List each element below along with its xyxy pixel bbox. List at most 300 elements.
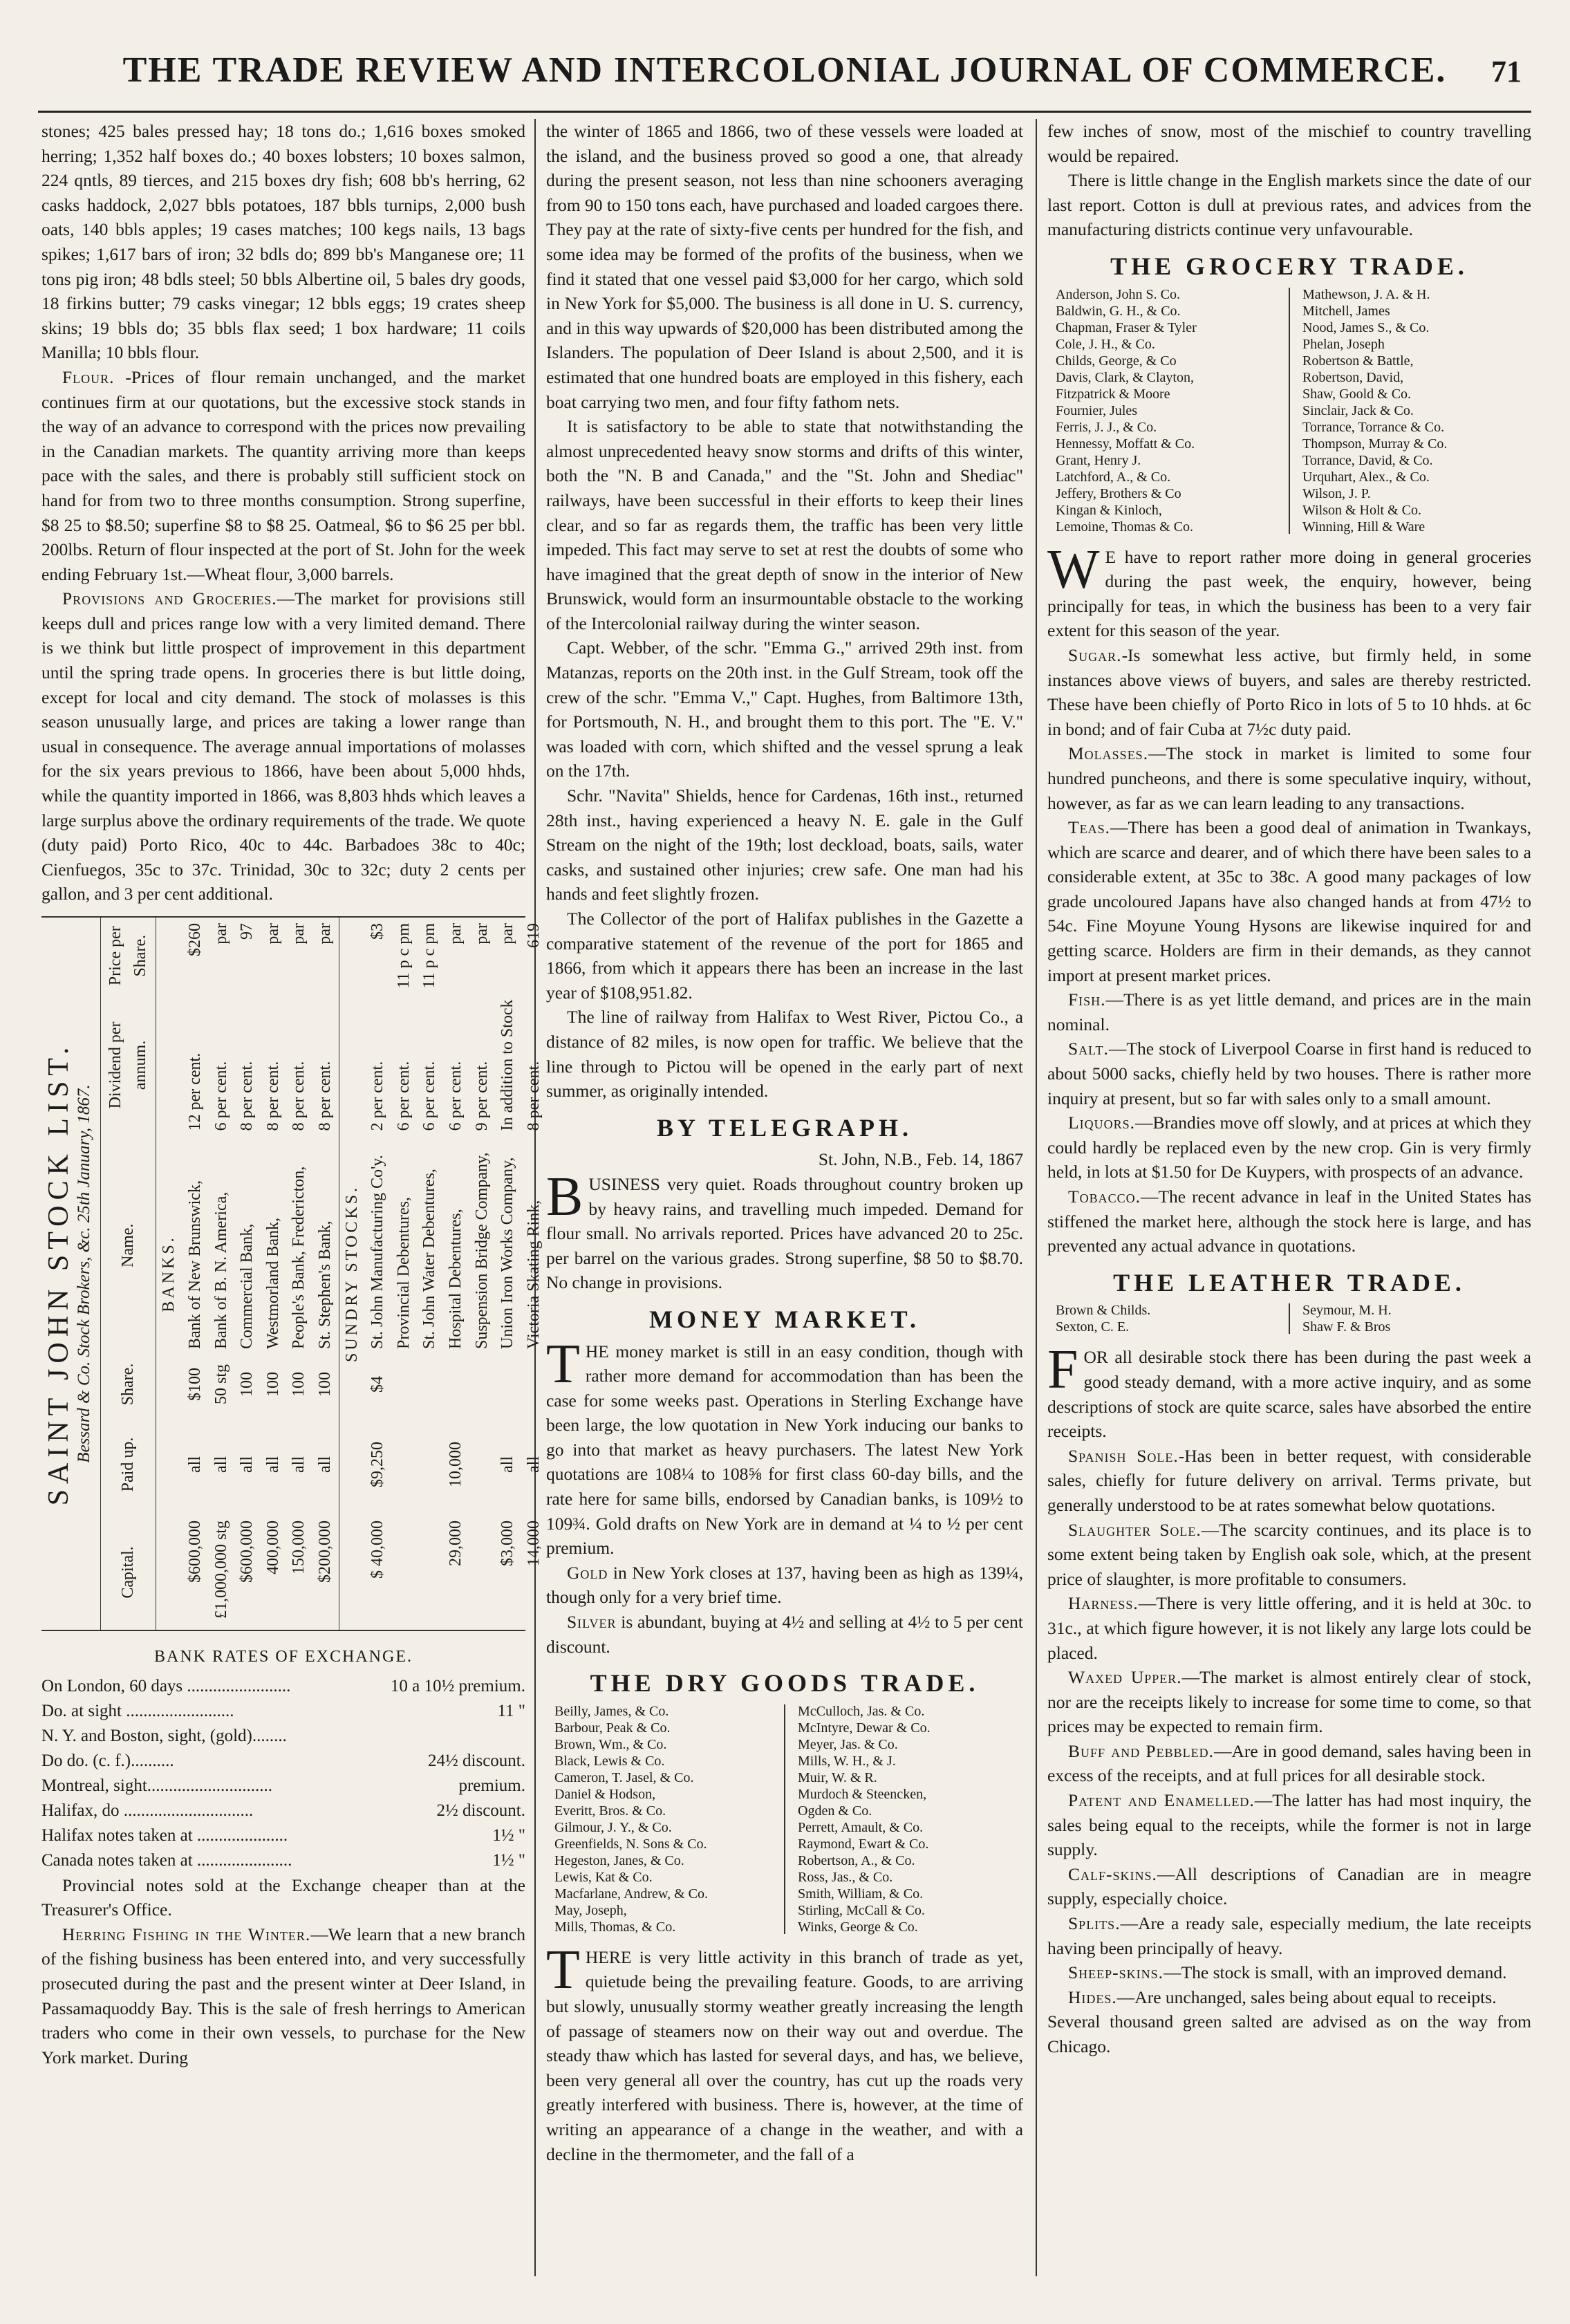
- stock-cell: par: [498, 923, 517, 945]
- firm-list-left: [1047, 286, 1284, 535]
- firm-name: Torrance, Torrance & Co.: [1302, 419, 1445, 435]
- exchange-value: 1½ ": [492, 1825, 525, 1845]
- stock-cell: [391, 1515, 418, 1630]
- firm-name: Shaw, Goold & Co.: [1302, 386, 1412, 402]
- stock-list-box: [41, 916, 543, 1631]
- firm-name: Sinclair, Jack & Co.: [1302, 402, 1414, 418]
- stock-cell: par: [446, 923, 465, 945]
- exchange-row: [41, 1749, 525, 1774]
- stock-cell: St. Stephen's Bank,: [315, 1220, 334, 1349]
- firm-name: Brown & Childs.: [1056, 1303, 1151, 1319]
- drop-cap: F: [1047, 1339, 1078, 1401]
- salt-text: —The stock of Liverpool Coarse in first hand is reduced to about 5000 sacks, chiefly held by two houses. There is rather more inquiry at present, but so far with sales only to a small amount.: [1047, 1039, 1531, 1108]
- telegraph-dateline: St. John, N.B., Feb. 14, 1867: [818, 1149, 1023, 1170]
- leather-text: OR all desirable stock there has been during the past week a good steady demand, with a more active inquiry, and as some descriptions of stock are quite scarce, sales have absorbed the entire receipts.: [1047, 1347, 1531, 1442]
- stock-cell: Bank of New Brunswick,: [185, 1180, 204, 1349]
- firm-name: Hennessy, Moffatt & Co.: [1056, 436, 1195, 452]
- firm-name: Seymour, M. H.: [1302, 1303, 1392, 1319]
- leather-heading: THE LEATHER TRADE.: [1113, 1268, 1466, 1296]
- money-paragraph: [546, 1333, 1023, 1561]
- column-rule: [1036, 119, 1037, 2276]
- stock-list-rotated: [41, 918, 543, 1630]
- stock-cell: $3,000: [498, 1521, 517, 1566]
- stock-cell: 29,000: [446, 1521, 465, 1566]
- firm-name: Ross, Jas., & Co.: [798, 1869, 893, 1885]
- buff-title: Buff and Pebbled.: [1068, 1740, 1214, 1761]
- firm-name: Baldwin, G. H., & Co.: [1056, 303, 1181, 319]
- patent-title: Patent and Enamelled.: [1068, 1790, 1255, 1811]
- stock-cell: 619: [524, 923, 543, 948]
- exchange-value: premium.: [458, 1776, 525, 1795]
- harness-paragraph: [1047, 1591, 1531, 1665]
- stock-cell: par: [315, 923, 334, 945]
- drop-cap: T: [546, 1333, 580, 1395]
- stock-cell: 100: [238, 1372, 256, 1397]
- table-row: [469, 918, 496, 1630]
- firm-name: Fournier, Jules: [1056, 402, 1138, 418]
- column-1: [41, 119, 543, 2070]
- firm-name: Barbour, Peak & Co.: [554, 1720, 671, 1736]
- gold-paragraph: [546, 1561, 1023, 1610]
- stock-cell: 100: [315, 1372, 334, 1397]
- stock-cell: all: [524, 1456, 543, 1473]
- stock-cell: $600,000: [238, 1521, 256, 1583]
- provisions-title: Provisions and Groceries.: [62, 588, 277, 609]
- firm-name: Mills, Thomas, & Co.: [554, 1919, 676, 1935]
- header-paid: Paid up.: [101, 1414, 156, 1515]
- exchange-label: Canada notes taken at ......................: [41, 1850, 292, 1870]
- firm-name: Childs, George, & Co: [1056, 353, 1177, 369]
- dry-goods-text: HERE is very little activity in this branch of trade as yet, quietude being the prevailing feature. Goods, to are arriving but slowly, unusually stormy weather greatly increasing the length of passage of steamers now on their way out and overdue. The steady thaw which has lasted for several days, and has, we believe, been very general all over the country, has cut up the roads very greatly interfered with business. There is, however, at the time of writing an appearance of a change in the weather, and with a decline in the thermometer, and the fall of a: [546, 1946, 1023, 2164]
- firm-name: Daniel & Hodson,: [554, 1786, 656, 1802]
- stock-cell: 150,000: [290, 1521, 308, 1574]
- firm-name: Mitchell, James: [1302, 303, 1390, 319]
- firm-name: Stirling, McCall & Co.: [798, 1902, 925, 1918]
- exchange-value: 10 a 10½ premium.: [390, 1676, 525, 1695]
- stock-cell: 11 p c pm: [394, 923, 413, 989]
- drop-cap: B: [546, 1166, 583, 1227]
- exchange-label: Halifax notes taken at .....................: [41, 1825, 288, 1845]
- stock-cell: [469, 1414, 496, 1515]
- firm-list-left: [1047, 1302, 1284, 1335]
- calf-text: —All descriptions of Canadian are in meagre supply, especially choice.: [1047, 1863, 1531, 1909]
- stock-cell: 8 per cent.: [238, 1061, 256, 1131]
- stock-cell: Hospital Debentures,: [446, 1209, 465, 1349]
- sugar-paragraph: [1047, 643, 1531, 741]
- dry-goods-firms: [546, 1703, 1023, 1935]
- stock-cell: Union Iron Works Company,: [498, 1157, 517, 1349]
- molasses-title: Molasses.: [1068, 743, 1149, 764]
- silver-text: is abundant, buying at 4½ and selling at 4½ to 5 per cent discount.: [546, 1612, 1023, 1657]
- stock-cell: $4: [368, 1376, 387, 1393]
- liquors-title: Liquors.: [1068, 1113, 1135, 1133]
- stock-cell: $100: [185, 1368, 204, 1401]
- stock-cell: [391, 1355, 418, 1414]
- slaughter-text: —The scarcity continues, and its place is to some extent being taken by English oak sole, which, at the present price of slaughter, is more profitable to consumers.: [1047, 1519, 1531, 1589]
- salt-title: Salt.: [1068, 1039, 1109, 1059]
- table-row: [417, 918, 443, 1630]
- article-text: Schr. "Navita" Shields, hence for Cardenas, 16th inst., returned 28th inst., having experienced a heavy N. E. gale in the Gulf Stream on the night of the 19th; lost deckload, boats, sails, water casks, and sustained other injuries; crew safe. One man had his hands and feet slightly frozen.: [546, 785, 1023, 904]
- stock-cell: [417, 1414, 443, 1515]
- liquors-text: —Brandies move off slowly, and at prices at which they could hardly be replaced even by the new crop. Gin is very firmly held, in lots at $1.50 for De Kuypers, with prospects of an advance.: [1047, 1113, 1531, 1182]
- stock-cell: Bank of B. N. America,: [212, 1191, 230, 1349]
- stock-list-subtitle: Bessard & Co. Stock Brokers, &c. 25th January, 1867.: [74, 1084, 93, 1463]
- stock-cell: In addition to Stock: [498, 999, 517, 1131]
- stock-cell: [391, 1414, 418, 1515]
- hides-paragraph: [1047, 1985, 1531, 2010]
- table-row: [209, 918, 235, 1630]
- firm-name: Raymond, Ewart & Co.: [798, 1836, 929, 1852]
- stock-cell: 6 per cent.: [420, 1061, 439, 1131]
- stock-list-title: SAINT JOHN STOCK LIST.: [43, 1041, 75, 1506]
- grocery-paragraph: [1047, 539, 1531, 643]
- header-name: Name.: [101, 1136, 156, 1355]
- firm-name: Shaw F. & Bros: [1302, 1319, 1391, 1335]
- exchange-value: 1½ ": [492, 1850, 525, 1870]
- firm-list-left: [546, 1703, 780, 1935]
- stock-cell: $200,000: [315, 1521, 334, 1583]
- table-row: [495, 918, 521, 1630]
- article-text: The Collector of the port of Halifax publishes in the Gazette a comparative statement of the revenue of the port for 1865 and 1866, from which it appears there has been an increase in the last year of $108,951.82.: [546, 909, 1023, 1003]
- firm-name: Cole, J. H., & Co.: [1056, 336, 1155, 352]
- table-row: [261, 918, 287, 1630]
- teas-text: —There has been a good deal of animation in Twankays, which are scarce and dearer, and of which there have been sales to a considerable extent, at 35c to 38c. A good many packages of low grade uncoloured Japans have also changed hands at from 47½ to 54c. Fine Moyune Young Hysons are likewise inquired for and getting scarce. Holders are firm in their demands, as they cannot import at present market prices.: [1047, 817, 1531, 985]
- flour-paragraph: [41, 365, 525, 586]
- buff-paragraph: [1047, 1739, 1531, 1788]
- spanish-text: -Has been in better request, with considerable sales, chiefly for future delivery on arrival. Terms private, but generally understood to be at rates somewhat below quotations.: [1047, 1445, 1532, 1515]
- molasses-text: —The stock in market is limited to some four hundred puncheons, and there is some speculative inquiry, without, however, as far as we can learn leading to any transactions.: [1047, 743, 1531, 813]
- firm-name: Meyer, Jas. & Co.: [798, 1736, 898, 1752]
- firm-name: Hegeston, Janes, & Co.: [554, 1852, 684, 1868]
- header-price: Price per Share.: [101, 918, 156, 994]
- stock-cell: Victoria Skating Rink,: [524, 1200, 543, 1349]
- article-text: stones; 425 bales pressed hay; 18 tons do.; 1,616 boxes smoked herring; 1,352 half boxes do.; 40 boxes lobsters; 10 boxes salmon, 224 qntls, 89 tierces, and 215 boxes dry fish; 608 bb's herring, 62 casks haddock, 2,027 bbls potatoes, 187 bbls turnips, 2,000 bush oats, 140 bbls apples; 19 cases matches; 100 kegs nails, 13 bags spikes; 1,617 bars of iron; 32 bdls do; 899 bb's Manganese ore; 11 tons pig iron; 48 bdls steel; 50 bbls Albertine oil, 5 bales dry goods, 18 firkins butter; 79 casks vinegar; 12 bbls eggs; 19 crates sheep skins; 19 bbls do; 35 bbls flax seed; 1 box hardware; 11 coils Manilla; 10 bbls flour.: [41, 121, 525, 363]
- stock-table-header: [101, 918, 156, 1630]
- firm-name: Lewis, Kat & Co.: [554, 1869, 653, 1885]
- stock-cell: $9,250: [368, 1442, 387, 1487]
- stock-cell: 8 per cent.: [290, 1061, 308, 1131]
- herring-title: Herring Fishing in the Winter.: [62, 1924, 311, 1944]
- stock-cell: St. John Water Debentures,: [420, 1169, 439, 1349]
- stock-cell: [469, 1515, 496, 1630]
- slaughter-title: Slaughter Sole.: [1068, 1519, 1202, 1540]
- splits-title: Splits.: [1068, 1913, 1121, 1934]
- tobacco-text: —The recent advance in leaf in the United States has stiffened the market here, although the stock here is large, and has prevented any actual advance in quotations.: [1047, 1187, 1531, 1256]
- article-text: few inches of snow, most of the mischief to country travelling would be repaired.: [1047, 121, 1531, 166]
- stock-cell: Commercial Bank,: [238, 1223, 256, 1349]
- firm-name: Murdoch & Steencken,: [798, 1786, 927, 1802]
- firm-list-right: [1294, 286, 1531, 535]
- stock-cell: 8 per cent.: [263, 1061, 282, 1131]
- firm-name: Kingan & Kinloch,: [1056, 502, 1162, 518]
- firm-name: Torrance, David, & Co.: [1302, 452, 1433, 468]
- molasses-paragraph: [1047, 741, 1531, 815]
- provisions-paragraph: [41, 586, 525, 907]
- money-market-heading: MONEY MARKET.: [649, 1305, 920, 1333]
- waxed-title: Waxed Upper.: [1068, 1667, 1182, 1688]
- firm-name: Robertson & Battle,: [1302, 353, 1414, 369]
- exchange-label: N. Y. and Boston, sight, (gold)........: [41, 1726, 287, 1745]
- stock-cell: People's Bank, Fredericton,: [290, 1166, 308, 1349]
- teas-paragraph: [1047, 815, 1531, 987]
- leather-firms: [1047, 1302, 1531, 1335]
- firm-name: Phelan, Joseph: [1302, 336, 1385, 352]
- stock-cell: £1,000,000 stg: [212, 1521, 230, 1619]
- splits-text: —Are a ready sale, especially medium, the late receipts having been principally of heavy.: [1047, 1913, 1531, 1958]
- sheep-title: Sheep-skins.: [1068, 1962, 1164, 1983]
- stock-cell: [469, 1355, 496, 1414]
- silver-paragraph: [546, 1610, 1023, 1659]
- firm-name: Robertson, A., & Co.: [798, 1852, 915, 1868]
- exchange-title: BANK RATES OF EXCHANGE.: [153, 1648, 413, 1666]
- herring-paragraph: [41, 1922, 525, 2070]
- gold-title: Gold: [567, 1562, 608, 1583]
- drop-cap: T: [546, 1939, 580, 2000]
- stock-cell: [495, 1355, 521, 1414]
- firm-name: Jeffery, Brothers & Co: [1056, 485, 1181, 501]
- firm-name: Urquhart, Alex., & Co.: [1302, 469, 1430, 485]
- firm-name: McIntyre, Dewar & Co.: [798, 1720, 931, 1736]
- firm-name: Chapman, Fraser & Tyler: [1056, 319, 1197, 335]
- table-row: [391, 918, 418, 1630]
- exchange-row: [41, 1699, 525, 1724]
- stock-cell: $ 40,000: [368, 1521, 387, 1579]
- article-text: Capt. Webber, of the schr. "Emma G.," arrived 29th inst. from Matanzas, reports on the 20th inst. in the Gulf Stream, took off the crew of the schr. "Emma V.," Capt. Hughes, from Baltimore 13th, for Portsmouth, N. H., and brought them to this port. The "E. V." was loaded with corn, which shifted and the vessel sprung a leak on the 17th.: [546, 638, 1023, 781]
- splits-paragraph: [1047, 1911, 1531, 1960]
- firm-name: Ogden & Co.: [798, 1803, 872, 1819]
- stock-cell: St. John Manufacturing Co'y.: [368, 1155, 387, 1349]
- stock-cell: 6 per cent.: [394, 1061, 413, 1131]
- stock-cell: 9 per cent.: [472, 1061, 491, 1131]
- fish-paragraph: [1047, 987, 1531, 1036]
- waxed-text: —The market is almost entirely clear of stock, nor are the receipts likely to increase for some time to come, so that prices may be expected to remain firm.: [1047, 1667, 1531, 1737]
- fish-title: Fish.: [1068, 989, 1106, 1010]
- fish-text: —There is as yet little demand, and prices are in the main nominal.: [1047, 989, 1531, 1034]
- header-capital: Capital.: [101, 1515, 156, 1630]
- stock-cell: 10,000: [446, 1442, 465, 1487]
- table-row: [312, 918, 339, 1630]
- masthead-rule: [38, 111, 1531, 113]
- exchange-value: 11 ": [497, 1701, 525, 1720]
- hides-text: —Are unchanged, sales being about equal to receipts.: [1116, 1987, 1497, 2007]
- firm-name: Everitt, Bros. & Co.: [554, 1803, 666, 1819]
- table-row: [234, 918, 261, 1630]
- firm-name: Cameron, T. Jasel, & Co.: [554, 1769, 694, 1785]
- firm-name: Lemoine, Thomas & Co.: [1056, 519, 1194, 534]
- table-row: [443, 918, 469, 1630]
- stock-cell: 400,000: [263, 1521, 282, 1574]
- stock-cell: [521, 1355, 548, 1414]
- exchange-row: [41, 1848, 525, 1873]
- salt-paragraph: [1047, 1036, 1531, 1110]
- firm-name: Latchford, A., & Co.: [1056, 469, 1171, 485]
- spanish-paragraph: [1047, 1444, 1531, 1518]
- stock-cell: all: [212, 1456, 230, 1473]
- exchange-label: Do do. (c. f.)..........: [41, 1751, 174, 1770]
- firm-name: Anderson, John S. Co.: [1056, 286, 1181, 302]
- header-share: Share.: [101, 1355, 156, 1414]
- grocery-heading: THE GROCERY TRADE.: [1110, 252, 1468, 280]
- stock-cell: [417, 1515, 443, 1630]
- dry-goods-heading: THE DRY GOODS TRADE.: [590, 1669, 980, 1698]
- sheep-paragraph: [1047, 1960, 1531, 1985]
- silver-title: Silver: [567, 1612, 617, 1633]
- masthead-title: THE TRADE REVIEW AND INTERCOLONIAL JOURNAL OF COMMERCE.: [122, 50, 1447, 90]
- exchange-label: Do. at sight .........................: [41, 1701, 234, 1720]
- stock-cell: $260: [185, 923, 204, 956]
- exchange-label: Montreal, sight.............................: [41, 1776, 273, 1795]
- column-2: [546, 119, 1023, 2166]
- exchange-label: On London, 60 days ........................: [41, 1676, 291, 1695]
- exchange-row: [41, 1674, 525, 1699]
- firm-name: Winks, George & Co.: [798, 1919, 918, 1935]
- waxed-paragraph: [1047, 1665, 1531, 1739]
- article-text: There is little change in the English markets since the date of our last report. Cotton is dull at previous rates, and advices from the manufacturing districts continue very unfavourable.: [1047, 170, 1531, 240]
- firm-divider: [784, 1704, 785, 1934]
- firm-name: McCulloch, Jas. & Co.: [798, 1703, 925, 1719]
- stock-cell: 100: [263, 1372, 282, 1397]
- stock-cell: Westmorland Bank,: [263, 1217, 282, 1349]
- teas-title: Teas.: [1068, 817, 1110, 838]
- firm-name: Wilson, J. P.: [1302, 485, 1371, 501]
- stock-cell: $3: [368, 923, 387, 940]
- firm-divider: [1289, 1303, 1290, 1334]
- stock-cell: all: [498, 1456, 517, 1473]
- firm-name: Mills, W. H., & J.: [798, 1753, 896, 1769]
- article-text: The line of railway from Halifax to West River, Pictou Co., a distance of 82 miles, is now open for traffic. We believe that the line through to Pictou will be opened in the early part of next summer, as originally intended.: [546, 1007, 1023, 1101]
- money-text: HE money market is still in an easy condition, though with rather more demand for accommodation than has been the case for some weeks past. Operations in Sterling Exchange have been large, the low quotation in New York inducing our banks to go into that market as heavy purchasers. The latest New York quotations are 108¼ to 108⅝ for first class 60-day bills, and the rate here for same bills, endorsed by Canadian banks, is 109½ to 109¾. Gold drafts on New York are in demand at ¼ to ½ per cent premium.: [546, 1341, 1023, 1559]
- firm-list-right: [789, 1703, 1023, 1935]
- grocery-firms: [1047, 286, 1531, 535]
- stock-cell: 8 per cent.: [524, 1061, 543, 1131]
- stock-cell: [417, 1355, 443, 1414]
- stock-cell: 11 p c pm: [420, 923, 439, 989]
- herring-text: —We learn that a new branch of the fishing business has been entered into, and very successfully prosecuted during the past and the present winter at Deer Island, in Passamaquoddy Bay. This is the sale of fresh herrings to American traders who come in their own vessels, to purchase for the New York market. During: [41, 1924, 525, 2067]
- firm-name: Fitzpatrick & Moore: [1056, 386, 1170, 402]
- patent-text: —The latter has had most inquiry, the sales being equal to the receipts, while the former is not in large supply.: [1047, 1790, 1531, 1860]
- table-row: [286, 918, 312, 1630]
- firm-name: Nood, James S., & Co.: [1302, 319, 1430, 335]
- table-row: [365, 918, 391, 1630]
- stock-cell: all: [263, 1456, 282, 1473]
- firm-list-right: [1294, 1302, 1531, 1335]
- stock-cell: 2 per cent.: [368, 1061, 387, 1131]
- firm-name: Beilly, James, & Co.: [554, 1703, 669, 1719]
- harness-title: Harness.: [1068, 1593, 1139, 1614]
- tobacco-paragraph: [1047, 1184, 1531, 1258]
- exchange-row: [41, 1798, 525, 1823]
- liquors-paragraph: [1047, 1110, 1531, 1184]
- stock-cell: 6 per cent.: [212, 1061, 230, 1131]
- firm-divider: [1289, 288, 1290, 534]
- exchange-value: [359, 1724, 525, 1749]
- hides-title: Hides.: [1068, 1987, 1117, 2007]
- stock-cell: par: [290, 923, 308, 945]
- banks-label: BANKS.: [160, 1235, 178, 1312]
- telegraph-paragraph: [546, 1166, 1023, 1295]
- buff-text: —Are in good demand, sales having been in excess of the receipts, and at full prices for all desirable stock.: [1047, 1740, 1531, 1786]
- exchange-label: Halifax, do ..............................: [41, 1801, 254, 1820]
- stock-cell: Suspension Bridge Company,: [472, 1152, 491, 1349]
- provisions-text: —The market for provisions still keeps dull and prices range low with a very limited demand. There is we think but little prospect of improvement in this department until the spring trade opens. In groceries there is but little doing, except for local and city demand. The stock of molasses is this season unusually large, and prices are taking a lower range than usual in consequence. The average annual importations of molasses for the six years previous to 1866, have been about 5,000 hhds, while the quantity imported in 1866, was 8,803 hhds which leaves a large surplus above the ordinary requirements of the trade. We quote (duty paid) Porto Rico, 40c to 44c. Barbadoes 38c to 40c; Cienfuegos, 35c to 37c. Trinidad, 30c to 32c; duty 2 cents per gallon, and 3 per cent additional.: [41, 588, 525, 904]
- firm-name: Muir, W. & R.: [798, 1769, 877, 1785]
- dry-goods-paragraph: [546, 1939, 1023, 2166]
- stock-cell: all: [315, 1456, 334, 1473]
- article-text: the winter of 1865 and 1866, two of these vessels were loaded at the island, and the business proved so good a one, that already during the present season, not less than nine schooners averaging from 90 to 150 tons each, have purchased and loaded cargoes there. They pay at the rate of sixty-five cents per hundred for the fish, and some idea may be formed of the profits of the business, when we find it stated that one vessel paid $3,000 for her cargo, which sold in New York for $5,000. The business is all done in U. S. currency, and in this way upwards of $20,000 has been distributed among the Islanders. The population of Deer Island is about 2,500, and it is estimated that one hundred boats are employed in this fishery, each boat carrying two men, and four fifty fathom nets.: [546, 121, 1023, 412]
- stock-cell: all: [290, 1456, 308, 1473]
- gold-text: in New York closes at 137, having been as high as 139¼, though only for a very brief time.: [546, 1562, 1023, 1608]
- header-dividend: Dividend per annum.: [101, 994, 156, 1136]
- telegraph-heading: BY TELEGRAPH.: [656, 1113, 913, 1142]
- column-3: [1047, 119, 1531, 2059]
- hides-note: Several thousand green salted are advised as on the way from Chicago.: [1047, 2011, 1531, 2056]
- stock-cell: 14,000: [524, 1521, 543, 1566]
- page-number: 71: [1491, 55, 1522, 89]
- stock-cell: 97: [238, 923, 256, 940]
- firm-name: Sexton, C. E.: [1056, 1319, 1130, 1335]
- sheep-text: —The stock is small, with an improved demand.: [1164, 1962, 1507, 1983]
- stock-cell: all: [185, 1456, 204, 1473]
- firm-name: Robertson, David,: [1302, 369, 1404, 385]
- exchange-note: Provincial notes sold at the Exchange cheaper than at the Treasurer's Office.: [41, 1875, 525, 1920]
- stock-cell: $600,000: [185, 1521, 204, 1583]
- stock-cell: Provincial Debentures,: [394, 1197, 413, 1349]
- flour-text: -Prices of flour remain unchanged, and the market continues firm at our quotations, but the excessive stock stands in the way of an advance to correspond with the prices now prevailing in the Canadian markets. The quantity arriving more than keeps pace with the sales, and there is probably still sufficient stock on hand for from two to three months consumption. Strong superfine, $8 25 to $8.50; superfine $8 to $8 25. Oatmeal, $6 to $6 25 per bbl. 200lbs. Return of flour inspected at the port of St. John for the week ending February 1st.—Wheat flour, 3,000 barrels.: [41, 366, 526, 584]
- table-row: [521, 918, 548, 1630]
- firm-name: Macfarlane, Andrew, & Co.: [554, 1886, 708, 1902]
- calf-title: Calf-skins.: [1068, 1863, 1157, 1884]
- stock-cell: 12 per cent.: [185, 1052, 204, 1131]
- sundry-label: SUNDRY STOCKS.: [339, 918, 365, 1630]
- stock-cell: 100: [290, 1372, 308, 1397]
- stock-cell: par: [212, 923, 230, 945]
- firm-name: Thompson, Murray & Co.: [1302, 436, 1448, 452]
- flour-title: Flour.: [62, 366, 115, 387]
- firm-name: Winning, Hill & Ware: [1302, 519, 1426, 534]
- grocery-text: E have to report rather more doing in general groceries during the past week, the enquiry, however, being principally for teas, in which the business has been to a very fair extent for this season of the year.: [1047, 546, 1531, 641]
- telegraph-text: USINESS very quiet. Roads throughout country broken up by heavy rains, and travelling much impeded. Demand for flour small. No arrivals reported. Prices have advanced 20 to 25c. per barrel on the various grades. Strong superfine, $8 50 to $8.70. No change in provisions.: [546, 1173, 1023, 1293]
- firm-name: Davis, Clark, & Clayton,: [1056, 369, 1194, 385]
- stock-cell: [443, 1355, 469, 1414]
- calf-paragraph: [1047, 1862, 1531, 1911]
- slaughter-paragraph: [1047, 1518, 1531, 1592]
- sugar-title: Sugar.: [1068, 644, 1122, 665]
- firm-name: Brown, Wm., & Co.: [554, 1736, 667, 1752]
- stock-cell: par: [263, 923, 282, 945]
- firm-name: Wilson & Holt & Co.: [1302, 502, 1421, 518]
- firm-name: May, Joseph,: [554, 1902, 627, 1918]
- stock-cell: 6 per cent.: [446, 1061, 465, 1131]
- firm-name: Grant, Henry J.: [1056, 452, 1141, 468]
- firm-name: Perrett, Amault, & Co.: [798, 1819, 924, 1835]
- tobacco-title: Tobacco.: [1068, 1187, 1141, 1207]
- firm-name: Black, Lewis & Co.: [554, 1753, 665, 1769]
- firm-name: Ferris, J. J., & Co.: [1056, 419, 1157, 435]
- exchange-row: [41, 1724, 525, 1749]
- stock-cell: all: [238, 1456, 256, 1473]
- firm-name: Gilmour, J. Y., & Co.: [554, 1819, 672, 1835]
- table-row: [183, 918, 209, 1630]
- leather-paragraph: [1047, 1339, 1531, 1443]
- stock-cell: 50 stg: [212, 1364, 230, 1405]
- firm-name: Smith, William, & Co.: [798, 1886, 924, 1902]
- firm-name: Mathewson, J. A. & H.: [1302, 286, 1430, 302]
- sugar-text: -Is somewhat less active, but firmly held, in some instances above views of buyers, and sales are thereby restricted. These have been chiefly of Porto Rico in lots of 5 to 10 hhds. at 6c in bond; and of fair Cuba at 7½c duty paid.: [1047, 644, 1531, 739]
- exchange-value: 2½ discount.: [436, 1801, 525, 1820]
- stock-cell: 8 per cent.: [315, 1061, 334, 1131]
- stock-table: [100, 918, 547, 1630]
- spanish-title: Spanish Sole.: [1068, 1445, 1179, 1466]
